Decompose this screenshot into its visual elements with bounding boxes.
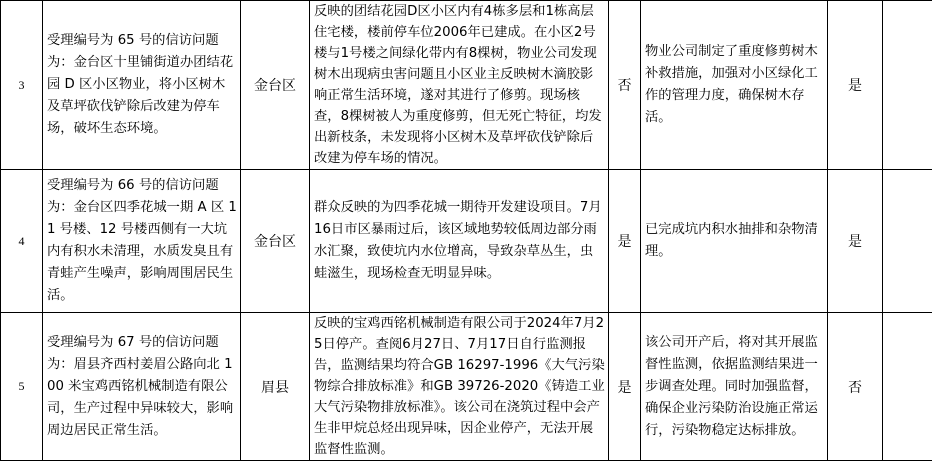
extra-cell [883, 1, 932, 170]
extra-cell [883, 313, 932, 461]
handling-measures: 该公司开产后，将对其开展监督性监测，依据监测结果进一步调查处理。同时加强监督，确保企业污染防治设施正常运行，污染物稳定达标排放。 [641, 313, 828, 461]
district-cell: 金台区 [241, 170, 310, 313]
substantiated-cell: 是 [609, 313, 641, 461]
investigation-finding: 群众反映的为四季花城一期待开发建设项目。7月16日市区暴雨过后，该区域地势较低周边部分雨水汇聚，致使坑内水位增高，导致杂草丛生，虫蛙滋生，现场检查无明显异味。 [310, 170, 609, 313]
row-number: 3 [1, 1, 43, 170]
complaint-description: 受理编号为 66 号的信访问题为：金台区四季花城一期 A 区 11 号楼、12 号楼西侧有一大坑内有积水未清理，水质发臭且有青蛙产生噪声，影响周围居民生活。 [43, 170, 241, 313]
investigation-finding: 反映的宝鸡西铭机械制造有限公司于2024年7月25日停产。查阅6月27日、7月17日自行监测报告，监测结果均符合GB 16297-1996《大气污染物综合排放标准》和GB 39726-2020《铸造工业大气污染物排放标准》。该公司在浇筑过程中会产生非甲烷总烃出现异味，因企业停产，无法开展监督性监测。 [310, 313, 609, 461]
substantiated-cell: 否 [609, 1, 641, 170]
rectified-cell: 否 [828, 313, 883, 461]
rectified-cell: 是 [828, 170, 883, 313]
table-row [1, 1, 932, 170]
district-cell: 金台区 [241, 1, 310, 170]
table-row [1, 313, 932, 461]
table-row [1, 170, 932, 313]
complaint-description: 受理编号为 65 号的信访问题为：金台区十里铺街道办团结花园 D 区小区物业，将小区树木及草坪砍伐铲除后改建为停车场，破坏生态环境。 [43, 1, 241, 170]
row-number: 4 [1, 170, 43, 313]
handling-measures: 物业公司制定了重度修剪树木补救措施，加强对小区绿化工作的管理力度，确保树木存活。 [641, 1, 828, 170]
rectified-cell: 是 [828, 1, 883, 170]
handling-measures: 已完成坑内积水抽排和杂物清理。 [641, 170, 828, 313]
extra-cell [883, 170, 932, 313]
complaint-description: 受理编号为 67 号的信访问题为：眉县齐西村姜眉公路向北 100 米宝鸡西铭机械制造有限公司，生产过程中异味较大，影响周边居民正常生活。 [43, 313, 241, 461]
row-number: 5 [1, 313, 43, 461]
district-cell: 眉县 [241, 313, 310, 461]
substantiated-cell: 是 [609, 170, 641, 313]
investigation-finding: 反映的团结花园D区小区内有4栋多层和1栋高层住宅楼，楼前停车位2006年已建成。在小区2号楼与1号楼之间绿化带内有8棵树，物业公司发现树木出现病虫害问题且小区业主反映树木滴胶影响正常生活环境，遂对其进行了修剪。现场核查，8棵树被人为重度修剪，但无死亡特征，均发出新枝条，未发现将小区树木及草坪砍伐铲除后改建为停车场的情况。 [310, 1, 609, 170]
